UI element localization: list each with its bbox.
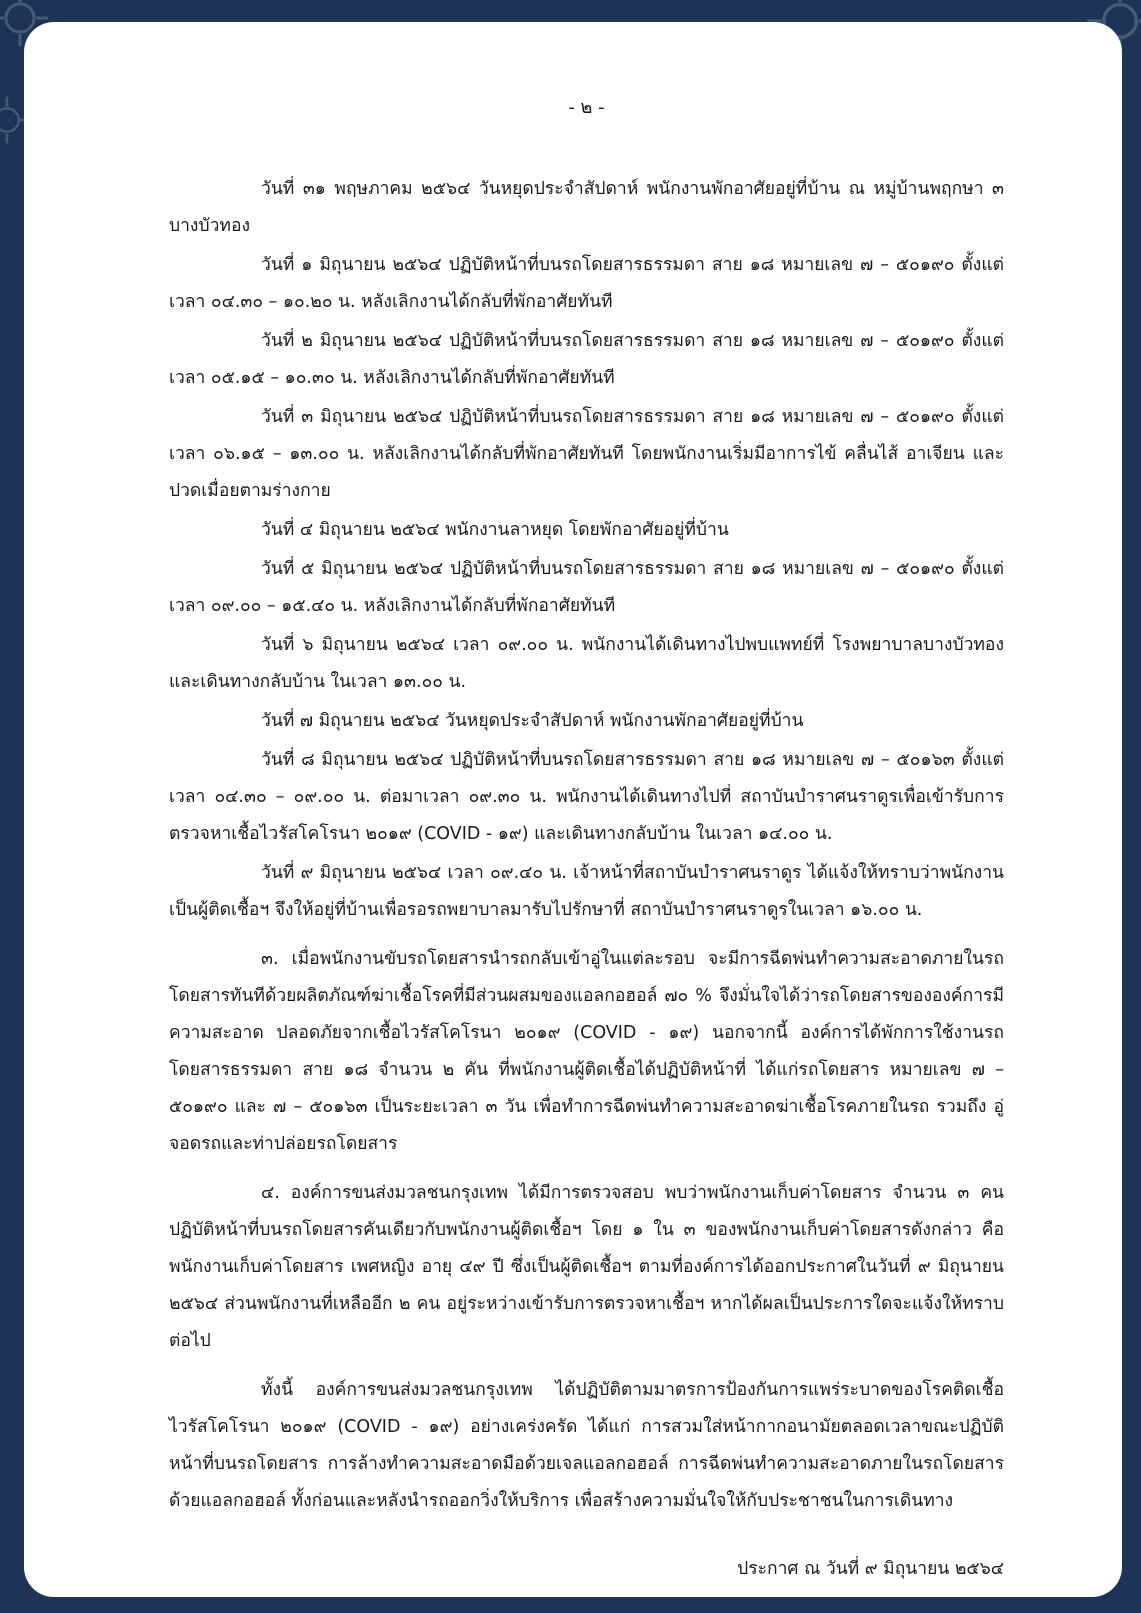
page-number: - ๒ - (568, 97, 605, 118)
paragraph: วันที่ ๙ มิถุนายน ๒๕๖๔ เวลา ๐๙.๔๐ น. เจ้าหน้าที่สถาบันบำราศนราดูร ได้แจ้งให้ทราบว่าพนักงานเป็นผู้ติดเชื้อฯ จึงให้อยู่ที่บ้านเพื่อรอรถพยาบาลมารับไปรักษาที่ สถาบันบำราศนราดูรในเวลา ๑๖.๐๐ น. (169, 863, 1004, 920)
paragraph: ๔. องค์การขนส่งมวลชนกรุงเทพ ได้มีการตรวจสอบ พบว่าพนักงานเก็บค่าโดยสาร จำนวน ๓ คน ปฏิบัติหน้าที่บนรถโดยสารคันเดียวกับพนักงานผู้ติดเชื้อฯ โดย ๑ ใน ๓ ของพนักงานเก็บค่าโดยสารดังกล่าว คือ พนักงานเก็บค่าโดยสาร เพศหญิง อายุ ๔๙ ปี ซึ่งเป็นผู้ติดเชื้อฯ ตามที่องค์การได้ออกประกาศในวันที่ ๙ มิถุนายน ๒๕๖๔ ส่วนพนักงานที่เหลืออีก ๒ คน อยู่ระหว่างเข้ารับการตรวจหาเชื้อฯ หากได้ผลเป็นประการใดจะแจ้งให้ทราบต่อไป (169, 1183, 1004, 1351)
paragraph: วันที่ ๒ มิถุนายน ๒๕๖๔ ปฏิบัติหน้าที่บนรถโดยสารธรรมดา สาย ๑๘ หมายเลข ๗ – ๕๐๑๙๐ ตั้งแต่เวลา ๐๕.๑๕ – ๑๐.๓๐ น. หลังเลิกงานได้กลับที่พักอาศัยทันที (169, 331, 1004, 388)
paragraph: วันที่ ๘ มิถุนายน ๒๕๖๔ ปฏิบัติหน้าที่บนรถโดยสารธรรมดา สาย ๑๘ หมายเลข ๗ – ๕๐๑๖๓ ตั้งแต่เวลา ๐๔.๓๐ – ๐๙.๐๐ น. ต่อมาเวลา ๐๙.๓๐ น. พนักงานได้เดินทางไปที่ สถาบันบำราศนราดูรเพื่อเข้ารับการตรวจหาเชื้อไวรัสโคโรนา ๒๐๑๙ (COVID - ๑๙) และเดินทางกลับบ้าน ในเวลา ๑๔.๐๐ น. (169, 750, 1004, 844)
paragraph: ทั้งนี้ องค์การขนส่งมวลชนกรุงเทพ ได้ปฏิบัติตามมาตรการป้องกันการแพร่ระบาดของโรคติดเชื้อไวรัสโคโรนา ๒๐๑๙ (COVID - ๑๙) อย่างเคร่งครัด ได้แก่ การสวมใส่หน้ากากอนามัยตลอดเวลาขณะปฏิบัติหน้าที่บนรถโดยสาร การล้างทำความสะอาดมือด้วยเจลแอลกอฮอล์ การฉีดพ่นทำความสะอาดภายในรถโดยสารด้วยแอลกอฮอล์ ทั้งก่อนและหลังนำรถออกวิ่งให้บริการ เพื่อสร้างความมั่นใจให้กับประชาชนในการเดินทาง (169, 1380, 1004, 1511)
paragraph: วันที่ ๗ มิถุนายน ๒๕๖๔ วันหยุดประจำสัปดาห์ พนักงานพักอาศัยอยู่ที่บ้าน (261, 711, 804, 731)
paragraph: วันที่ ๖ มิถุนายน ๒๕๖๔ เวลา ๐๙.๐๐ น. พนักงานได้เดินทางไปพบแพทย์ที่ โรงพยาบาลบางบัวทองและเดินทางกลับบ้าน ในเวลา ๑๓.๐๐ น. (169, 635, 1004, 692)
signoff-date: ประกาศ ณ วันที่ ๙ มิถุนายน ๒๕๖๔ (737, 1559, 1004, 1579)
paragraph: ๓. เมื่อพนักงานขับรถโดยสารนำรถกลับเข้าอู่ในแต่ละรอบ จะมีการฉีดพ่นทำความสะอาดภายในรถโดยสารทันทีด้วยผลิตภัณฑ์ฆ่าเชื้อโรคที่มีส่วนผสมของแอลกอฮอล์ ๗๐ % จึงมั่นใจได้ว่ารถโดยสารขององค์การมีความสะอาด ปลอดภัยจากเชื้อไวรัสโคโรนา ๒๐๑๙ (COVID - ๑๙) นอกจากนี้ องค์การได้พักการใช้งานรถโดยสารธรรมดา สาย ๑๘ จำนวน ๒ คัน ที่พนักงานผู้ติดเชื้อได้ปฏิบัติหน้าที่ ได้แก่รถโดยสาร หมายเลข ๗ – ๕๐๑๙๐ และ ๗ – ๕๐๑๖๓ เป็นระยะเวลา ๓ วัน เพื่อทำการฉีดพ่นทำความสะอาดฆ่าเชื้อโรคภายในรถ รวมถึง อู่จอดรถและท่าปล่อยรถโดยสาร (169, 949, 1004, 1154)
document-page (24, 22, 1122, 1597)
paragraph: วันที่ ๕ มิถุนายน ๒๕๖๔ ปฏิบัติหน้าที่บนรถโดยสารธรรมดา สาย ๑๘ หมายเลข ๗ – ๕๐๑๙๐ ตั้งแต่เวลา ๐๙.๐๐ – ๑๕.๔๐ น. หลังเลิกงานได้กลับที่พักอาศัยทันที (169, 559, 1004, 616)
document-body (169, 171, 1004, 1520)
paragraph: วันที่ ๓๑ พฤษภาคม ๒๕๖๔ วันหยุดประจำสัปดาห์ พนักงานพักอาศัยอยู่ที่บ้าน ณ หมู่บ้านพฤกษา ๓ บางบัวทอง (169, 179, 1004, 236)
paragraph: วันที่ ๔ มิถุนายน ๒๕๖๔ พนักงานลาหยุด โดยพักอาศัยอยู่ที่บ้าน (261, 520, 729, 540)
paragraph: วันที่ ๑ มิถุนายน ๒๕๖๔ ปฏิบัติหน้าที่บนรถโดยสารธรรมดา สาย ๑๘ หมายเลข ๗ – ๕๐๑๙๐ ตั้งแต่เวลา ๐๔.๓๐ – ๑๐.๒๐ น. หลังเลิกงานได้กลับที่พักอาศัยทันที (169, 255, 1004, 312)
paragraph: วันที่ ๓ มิถุนายน ๒๕๖๔ ปฏิบัติหน้าที่บนรถโดยสารธรรมดา สาย ๑๘ หมายเลข ๗ – ๕๐๑๙๐ ตั้งแต่เวลา ๐๖.๑๕ – ๑๓.๐๐ น. หลังเลิกงานได้กลับที่พักอาศัยทันที โดยพนักงานเริ่มมีอาการไข้ คลื่นไส้ อาเจียน และปวดเมื่อยตามร่างกาย (169, 407, 1004, 501)
